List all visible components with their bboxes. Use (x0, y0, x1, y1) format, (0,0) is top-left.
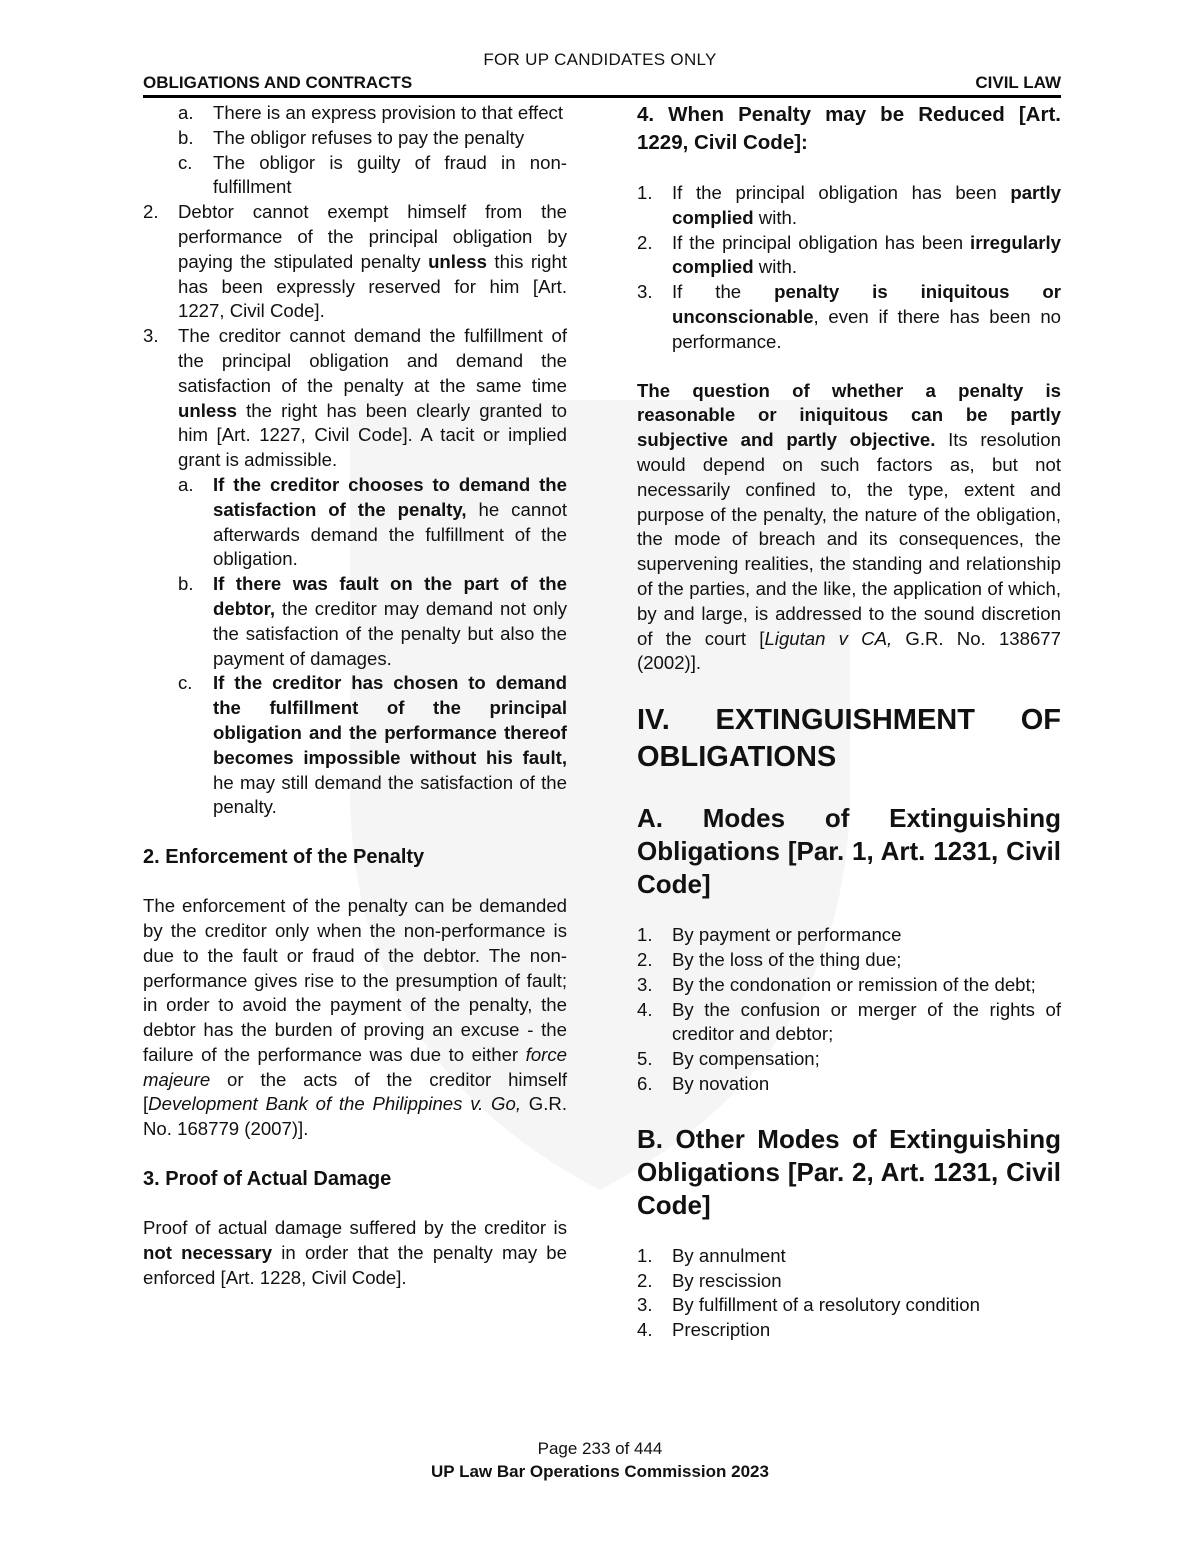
proof-heading: 3. Proof of Actual Damage (143, 1168, 392, 1191)
list-item: 1. By annulment (637, 1244, 786, 1266)
right-column (637, 101, 1061, 1343)
footer-organization: UP Law Bar Operations Commission 2023 (431, 1462, 769, 1481)
reduced-heading: 4. When Penalty may be Reduced [Art. 1229, Civil Code]: (637, 103, 1061, 154)
creditor-options-list (143, 473, 567, 820)
list-item: 5. By compensation; (637, 1048, 820, 1070)
rules-list (143, 200, 567, 820)
list-item: c. The obligor is guilty of fraud in non-fulfillment (178, 151, 567, 198)
list-item: 3. If the penalty is iniquitous or unconscionable, even if there has been no performance. (637, 281, 1062, 352)
list-item: 4. Prescription (637, 1319, 771, 1341)
list-item: 6. By novation (637, 1072, 770, 1094)
list-item: 2. Debtor cannot exempt himself from the performance of the principal obligation by paying the stipulated penalty unless this right has been expressly reserved for him [Art. 1227, Civil Code]. (143, 201, 568, 322)
list-item: b. If there was fault on the part of the debtor, the creditor may demand not only the satisfaction of the penalty but also the payment of damages. (178, 573, 567, 669)
conditions-list (143, 101, 567, 200)
reduced-list (637, 181, 1061, 355)
list-item: 3. By the condonation or remission of the debt; (637, 973, 1036, 995)
other-modes-heading: B. Other Modes of Extinguishing Obligations [Par. 2, Art. 1231, Civil Code] (637, 1123, 1061, 1220)
list-item: 1. By payment or performance (637, 924, 902, 946)
header-course: CIVIL LAW (975, 73, 1061, 92)
proof-paragraph: Proof of actual damage suffered by the creditor is not necessary in order that the penalty may be enforced [Art. 1228, Civil Code]. (143, 1217, 567, 1288)
modes-heading: A. Modes of Extinguishing Obligations [Par. 1, Art. 1231, Civil Code] (637, 803, 1061, 900)
question-paragraph: The question of whether a penalty is reasonable or iniquitous can be partly subjective and partly objective. Its resolution would depend on such factors as, but not necessarily confined to, the type, extent and purpose of the penalty, the nature of the obligation, the mode of breach and its consequences, the supervening realities, the standing and relationship of the parties, and the like, the application of which, by and large, is addressed to the sound discretion of the court [Ligutan v CA, G.R. No. 138677 (2002)]. (637, 379, 1061, 674)
top-note: FOR UP CANDIDATES ONLY (483, 50, 717, 69)
list-item: 3. By fulfillment of a resolutory condition (637, 1294, 980, 1316)
list-item: a. If the creditor chooses to demand the satisfaction of the penalty, he cannot afterwards demand the fulfillment of the obligation. (178, 473, 568, 570)
header-subject: OBLIGATIONS AND CONTRACTS (143, 73, 413, 92)
modes-list (637, 923, 1061, 1097)
list-item: a. There is an express provision to that effect (178, 102, 564, 123)
page-number: Page 233 of 444 (537, 1439, 663, 1458)
enforcement-paragraph: The enforcement of the penalty can be demanded by the creditor only when the non-performance is due to the fault or fraud of the debtor. The non-performance gives rise to the presumption of fault; in order to avoid the payment of the penalty, the debtor has the burden of proving an excuse - the failure of the performance was due to either force majeure or the acts of the creditor himself [Development Bank of the Philippines v. Go, G.R. No. 168779 (2007)]. (143, 895, 567, 1140)
list-item: c. If the creditor has chosen to demand the fulfillment of the principal obligation and the performance thereof becomes impossible without his fault, he may still demand the satisfaction of the penalty. (178, 672, 567, 818)
list-item: 3. The creditor cannot demand the fulfillment of the principal obligation and demand the satisfaction of the penalty at the same time unless the right has been clearly granted to him [Art. 1227, Civil Code]. A tacit or implied grant is admissible. a. If the creditor chooses to demand the satisfaction of the penalty, he cannot afterwards demand the fulfillment of the obligation. b. If there was fault on the part of the debtor, the creditor may demand not only the satisfaction of the penalty but also the payment of damages. c. If the creditor has chosen to demand the fulfillment of the principal obligation and the performance thereof becomes impossible without his fault, he may still demand the satisfaction of the penalty. (143, 324, 567, 820)
list-item: 2. If the principal obligation has been irregularly complied with. (637, 231, 1061, 278)
other-modes-list (637, 1244, 1061, 1343)
left-column (143, 101, 567, 1290)
list-item: 1. If the principal obligation has been partly complied with. (637, 182, 1061, 228)
enforcement-heading: 2. Enforcement of the Penalty (143, 846, 425, 869)
section-heading: IV. EXTINGUISHMENT OF OBLIGATIONS (637, 704, 1061, 774)
list-item: b. The obligor refuses to pay the penalty (178, 126, 525, 148)
list-item: 2. By rescission (637, 1269, 782, 1291)
list-item: 2. By the loss of the thing due; (637, 948, 902, 970)
list-item: 4. By the confusion or merger of the rights of creditor and debtor; (637, 998, 1061, 1045)
running-header (143, 73, 1061, 98)
